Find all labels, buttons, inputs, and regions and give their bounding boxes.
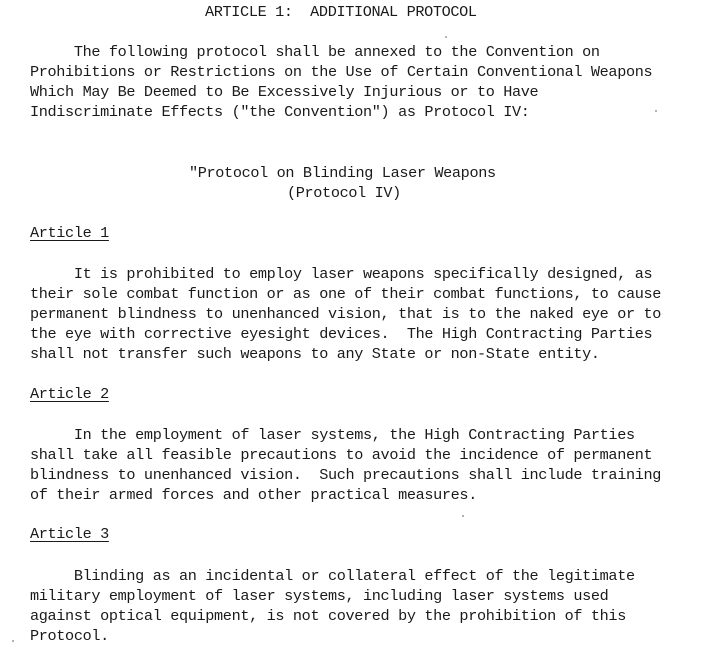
article-3-line-1: Blinding as an incidental or collateral effect of the legitimate (30, 567, 635, 585)
article-2-line-3: blindness to unenhanced vision. Such precautions shall include training (30, 466, 662, 484)
article-1-line-2: their sole combat function or as one of their combat functions, to cause (30, 285, 662, 303)
article-1-heading: Article 1 (30, 224, 109, 242)
scan-speck (655, 110, 657, 112)
intro-line-3: Which May Be Deemed to Be Excessively Injurious or to Have (30, 83, 539, 101)
protocol-title: "Protocol on Blinding Laser Weapons (189, 164, 496, 182)
intro-line-2: Prohibitions or Restrictions on the Use of Certain Conventional Weapons (30, 63, 653, 81)
article-2-line-4: of their armed forces and other practical measures. (30, 486, 477, 504)
document-title: ARTICLE 1: ADDITIONAL PROTOCOL (205, 3, 477, 21)
article-1-line-3: permanent blindness to unenhanced vision, that is to the naked eye or to (30, 305, 662, 323)
scan-speck (462, 515, 464, 517)
article-2-heading: Article 2 (30, 385, 109, 403)
article-3-heading: Article 3 (30, 525, 109, 543)
article-3-line-4: Protocol. (30, 627, 109, 645)
intro-line-1: The following protocol shall be annexed to the Convention on (30, 43, 600, 61)
article-2-line-2: shall take all feasible precautions to avoid the incidence of permanent (30, 446, 653, 464)
article-3-line-3: against optical equipment, is not covered by the prohibition of this (30, 607, 626, 625)
protocol-subtitle: (Protocol IV) (287, 184, 401, 202)
article-2-line-1: In the employment of laser systems, the High Contracting Parties (30, 426, 635, 444)
scan-speck (12, 640, 14, 642)
article-3-line-2: military employment of laser systems, including laser systems used (30, 587, 609, 605)
article-1-line-1: It is prohibited to employ laser weapons specifically designed, as (30, 265, 653, 283)
scan-speck (445, 36, 447, 38)
article-1-line-4: the eye with corrective eyesight devices. The High Contracting Parties (30, 325, 653, 343)
article-1-line-5: shall not transfer such weapons to any State or non-State entity. (30, 345, 600, 363)
intro-line-4: Indiscriminate Effects ("the Convention") as Protocol IV: (30, 103, 530, 121)
